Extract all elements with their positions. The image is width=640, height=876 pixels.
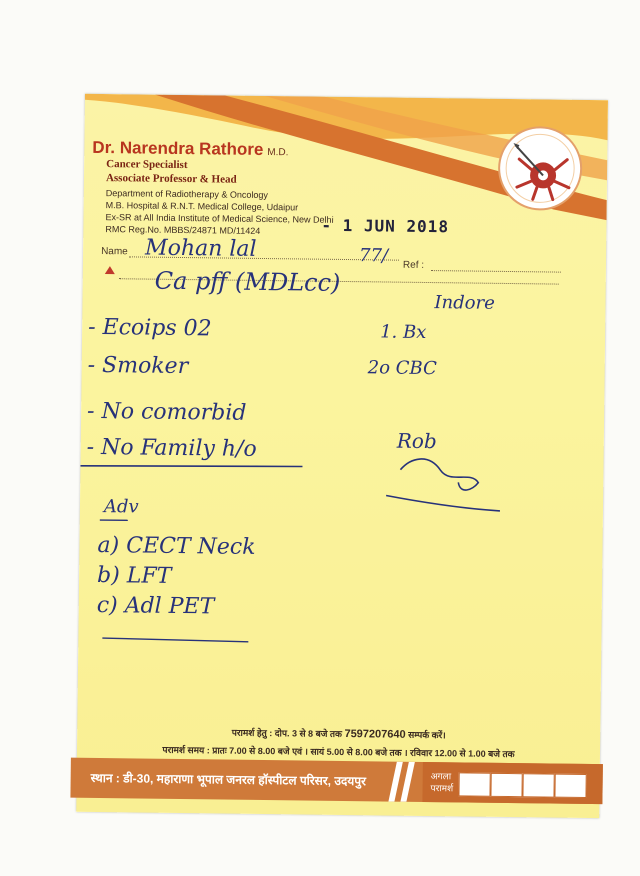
history-4: - No Family h/o (86, 434, 257, 462)
previous-post: Ex-SR at All India Institute of Medical Science, New Delhi (105, 212, 334, 225)
consult-timing: परामर्श समय : प्रातः 7.00 से 8.00 बजे एवं । सायं 5.00 से 8.00 बजे तक । रविवार 12.00 से 1.00 बजे तक (162, 744, 515, 760)
next-visit-cell[interactable] (490, 773, 522, 797)
ref-label: Ref : (402, 259, 425, 271)
handwritten-notes (76, 94, 608, 818)
name-label: Name (101, 246, 128, 258)
stripe-divider (388, 762, 422, 802)
advice-heading: Adv (103, 496, 139, 518)
next-visit-cell[interactable] (458, 772, 490, 796)
history-1: - Ecoips 02 (88, 314, 212, 342)
next-visit-label: अगला परामर्श (430, 771, 454, 794)
next-visit-cells (458, 772, 586, 798)
prescription-sheet (76, 94, 608, 818)
right-note-1: 1. Bx (380, 321, 427, 343)
patient-name: Mohan lal (144, 235, 257, 262)
date-stamp: - 1 JUN 2018 (321, 215, 450, 237)
advice-2: b) LFT (96, 562, 172, 589)
place: Indore (434, 292, 495, 314)
consult-hours: परामर्श हेतु : दोप. 3 से 8 बजे तक 7597207640 सम्पर्क करें। (231, 727, 446, 741)
patient-age: 77/ (358, 245, 389, 267)
doctor-name: Dr. Narendra Rathore M.D. (92, 137, 289, 159)
specialty: Cancer Specialist (106, 158, 188, 172)
position: Associate Professor & Head (105, 172, 237, 186)
hospital: M.B. Hospital & R.N.T. Medical College, Udaipur (105, 200, 299, 213)
signature-initials: Rob (396, 428, 437, 454)
advice-1: a) CECT Neck (97, 532, 256, 560)
next-visit-cell[interactable] (522, 773, 554, 797)
right-note-2: 2o CBC (367, 357, 437, 380)
registration: RMC Reg.No. MBBS/24871 MD/11424 (105, 224, 261, 236)
history-3: - No comorbid (86, 398, 247, 426)
clinic-address: स्थान : डी-30, महाराणा भूपाल जनरल हॉस्पीटल परिसर, उदयपुर (90, 770, 367, 789)
department: Department of Radiotherapy & Oncology (105, 188, 268, 201)
next-visit-cell[interactable] (554, 774, 586, 798)
address-bar (70, 758, 602, 804)
signature-scribble (386, 459, 501, 511)
advice-3: c) Adl PET (96, 592, 215, 620)
diagnosis: Ca pff (MDLcc) (154, 266, 341, 297)
history-2: - Smoker (87, 352, 189, 380)
